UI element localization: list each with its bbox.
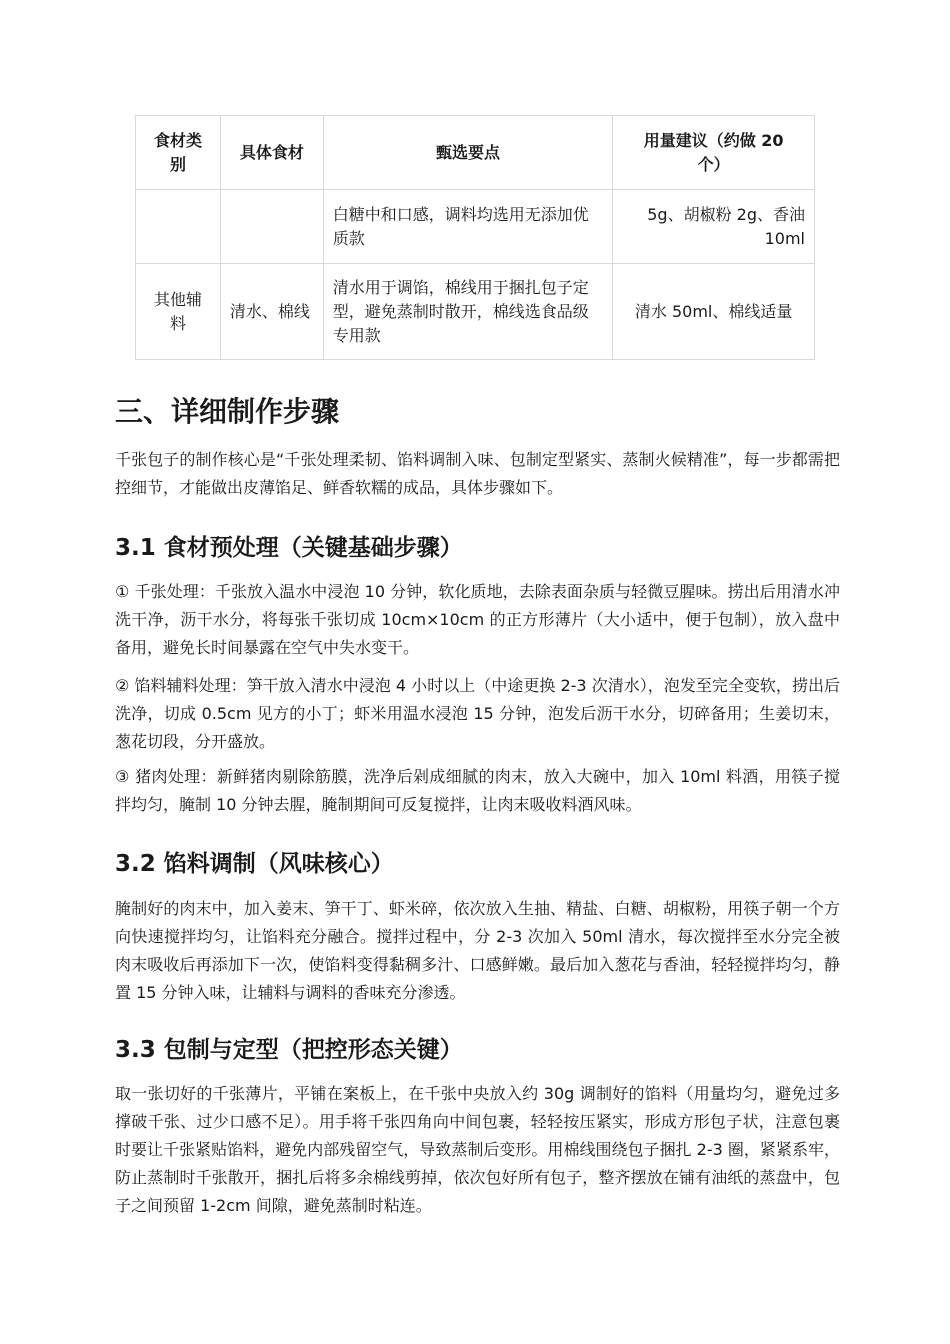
cell-amount: 5g、胡椒粉 2g、香油 10ml <box>613 190 815 264</box>
step1-paragraph-1: ① 千张处理：千张放入温水中浸泡 10 分钟，软化质地，去除表面杂质与轻微豆腥味。捞出后用清水冲洗干净，沥干水分，将每张千张切成 10cm×10cm 的正方形薄片（大小适中，便于包制），放入盘中备用，避免长时间暴露在空气中失水变干。 <box>115 582 840 657</box>
cell-category <box>136 190 221 264</box>
section-title: 三、详细制作步骤 <box>115 395 340 428</box>
step3-paragraph-1: 取一张切好的千张薄片，平铺在案板上，在千张中央放入约 30g 调制好的馅料（用量均匀，避免过多撑破千张、过少口感不足）。用手将千张四角向中间包裹，轻轻按压紧实，形成方形包子状，注意包裹时要让千张紧贴馅料，避免内部残留空气，导致蒸制后变形。用棉线围绕包子捆扎 2-3 圈，紧紧系牢，防止蒸制时千张散开，捆扎后将多余棉线剪掉，依次包好所有包子，整齐摆放在铺有油纸的蒸盘中，包子之间预留 1-2cm 间隙，避免蒸制时粘连。 <box>115 1084 840 1215</box>
step1-paragraph-3: ③ 猪肉处理：新鲜猪肉剔除筋膜，洗净后剁成细腻的肉末，放入大碗中，加入 10ml 料酒，用筷子搅拌均匀，腌制 10 分钟去腥，腌制期间可反复搅拌，让肉末吸收料酒风味。 <box>115 767 840 814</box>
cell-points: 白糖中和口感，调料均选用无添加优质款 <box>323 190 612 264</box>
cell-points: 清水用于调馅，棉线用于捆扎包子定型，避免蒸制时散开，棉线选食品级专用款 <box>323 264 612 360</box>
step1-title: 3.1 食材预处理（关键基础步骤） <box>115 535 463 561</box>
header-category: 食材类别 <box>136 116 221 190</box>
ingredients-table <box>135 115 815 360</box>
cell-amount: 清水 50ml、棉线适量 <box>613 264 815 360</box>
step2-title: 3.2 馅料调制（风味核心） <box>115 851 394 877</box>
step1-paragraph-2: ② 馅料辅料处理：笋干放入清水中浸泡 4 小时以上（中途更换 2-3 次清水），泡发至完全变软，捞出后洗净，切成 0.5cm 见方的小丁；虾米用温水浸泡 15 分钟，泡发后沥干水分，切碎备用；生姜切末，葱花切段，分开盛放。 <box>115 676 840 751</box>
cell-items: 清水、棉线 <box>220 264 323 360</box>
table-row <box>136 190 815 264</box>
header-amount: 用量建议（约做 20 个） <box>613 116 815 190</box>
section-intro: 千张包子的制作核心是“千张处理柔韧、馅料调制入味、包制定型紧实、蒸制火候精准”，每一步都需把控细节，才能做出皮薄馅足、鲜香软糯的成品，具体步骤如下。 <box>115 450 840 497</box>
cell-items <box>220 190 323 264</box>
table-row <box>136 264 815 360</box>
header-items: 具体食材 <box>220 116 323 190</box>
header-points: 甄选要点 <box>323 116 612 190</box>
cell-category: 其他辅料 <box>136 264 221 360</box>
step2-paragraph-1: 腌制好的肉末中，加入姜末、笋干丁、虾米碎，依次放入生抽、精盐、白糖、胡椒粉，用筷子朝一个方向快速搅拌均匀，让馅料充分融合。搅拌过程中，分 2-3 次加入 50ml 清水，每次搅拌至水分完全被肉末吸收后再添加下一次，使馅料变得黏稠多汁、口感鲜嫩。最后加入葱花与香油，轻轻搅拌均匀，静置 15 分钟入味，让辅料与调料的香味充分渗透。 <box>115 899 840 1002</box>
table-header-row <box>136 116 815 190</box>
step3-title: 3.3 包制与定型（把控形态关键） <box>115 1037 463 1063</box>
